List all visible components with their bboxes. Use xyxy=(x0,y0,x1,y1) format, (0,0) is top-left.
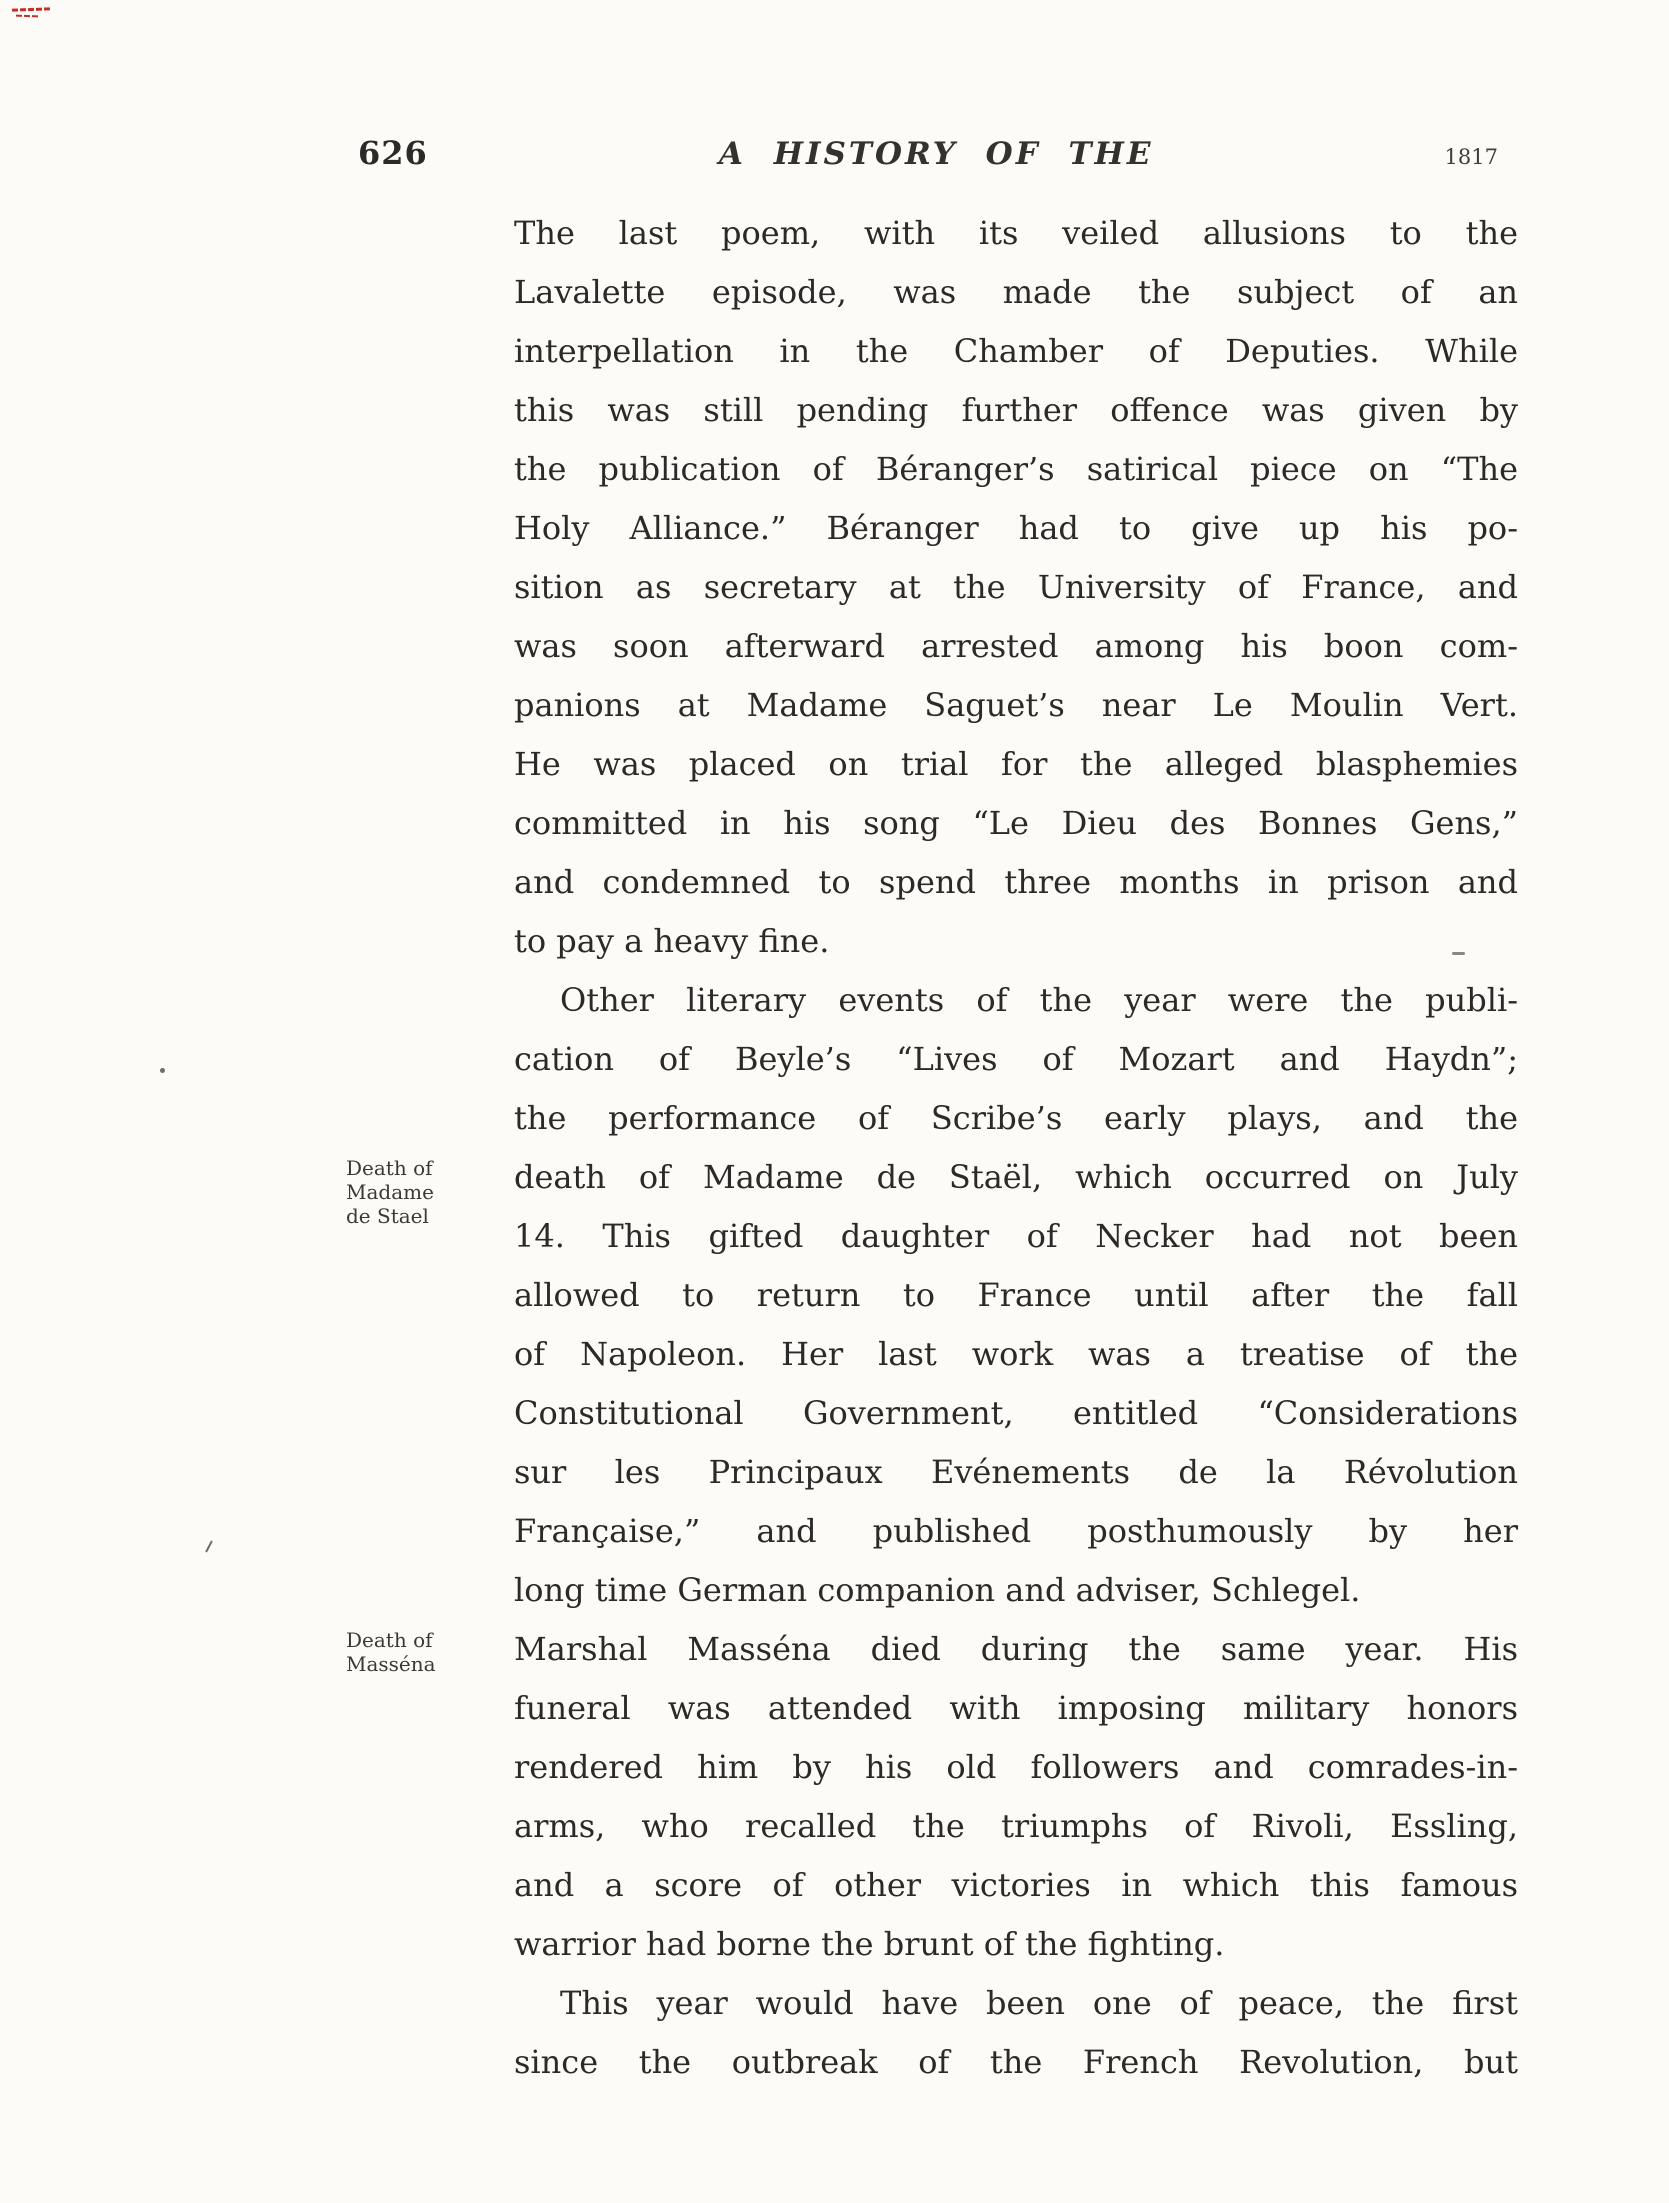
text-line: this was still pending further offence was given by xyxy=(514,391,1518,429)
red-pencil-dash xyxy=(16,15,38,18)
text-line: committed in his song “Le Dieu des Bonnes Gens,” xyxy=(514,804,1518,842)
red-pencil-mark xyxy=(12,6,56,22)
text-line: to pay a heavy fine. xyxy=(514,922,830,960)
text-line: Française,” and published posthumously by her xyxy=(514,1512,1518,1550)
text-line: and a score of other victories in which this famous xyxy=(514,1866,1518,1904)
margin-note-line: Death of xyxy=(346,1156,433,1180)
text-line: sur les Principaux Evénements de la Révolution xyxy=(514,1453,1518,1491)
margin-note-line: Masséna xyxy=(346,1652,436,1676)
text-line: since the outbreak of the French Revolution, but xyxy=(514,2043,1518,2081)
text-line: The last poem, with its veiled allusions to the xyxy=(514,214,1518,252)
text-line: cation of Beyle’s “Lives of Mozart and Haydn”; xyxy=(514,1040,1518,1078)
text-line: long time German companion and adviser, Schlegel. xyxy=(514,1571,1361,1609)
paragraph xyxy=(514,204,1518,971)
text-line: was soon afterward arrested among his boon com- xyxy=(514,627,1518,665)
margin-note-line: Madame xyxy=(346,1180,434,1204)
text-line: 14. This gifted daughter of Necker had not been xyxy=(514,1217,1518,1255)
text-line: rendered him by his old followers and comrades-in- xyxy=(514,1748,1518,1786)
margin-note-line: Death of xyxy=(346,1628,433,1652)
text-column xyxy=(346,204,1518,2092)
page-header xyxy=(358,134,1498,172)
text-line: funeral was attended with imposing military honors xyxy=(514,1689,1518,1727)
page-year: 1817 xyxy=(1444,145,1498,169)
text-line: the publication of Béranger’s satirical piece on “The xyxy=(514,450,1518,488)
text-line: interpellation in the Chamber of Deputies. While xyxy=(514,332,1518,370)
text-line: He was placed on trial for the alleged blasphemies xyxy=(514,745,1518,783)
text-line: Other literary events of the year were the publi- xyxy=(560,981,1518,1019)
text-line: death of Madame de Staël, which occurred on July xyxy=(514,1158,1518,1196)
text-line: panions at Madame Saguet’s near Le Moulin Vert. xyxy=(514,686,1518,724)
page-number: 626 xyxy=(358,134,428,172)
text-line: the performance of Scribe’s early plays, and the xyxy=(514,1099,1518,1137)
text-line: Marshal Masséna died during the same year. His xyxy=(514,1630,1518,1668)
scan-speck xyxy=(205,1540,213,1552)
text-line: This year would have been one of peace, the first xyxy=(560,1984,1518,2022)
text-line: Lavalette episode, was made the subject of an xyxy=(514,273,1518,311)
margin-note xyxy=(346,1156,504,1228)
margin-note xyxy=(346,1628,504,1676)
running-title: A HISTORY OF THE xyxy=(718,136,1154,172)
text-line: sition as secretary at the University of France, and xyxy=(514,568,1518,606)
paragraph xyxy=(346,971,1518,1620)
paragraph xyxy=(514,1974,1518,2092)
text-line: warrior had borne the brunt of the fighting. xyxy=(514,1925,1225,1963)
text-line: of Napoleon. Her last work was a treatise of the xyxy=(514,1335,1518,1373)
margin-note-line: de Stael xyxy=(346,1204,429,1228)
text-line: allowed to return to France until after the fall xyxy=(514,1276,1518,1314)
text-line: Constitutional Government, entitled “Considerations xyxy=(514,1394,1518,1432)
red-pencil-dash xyxy=(12,7,50,11)
scan-speck xyxy=(160,1068,165,1073)
text-line: arms, who recalled the triumphs of Rivoli, Essling, xyxy=(514,1807,1518,1845)
paragraph xyxy=(346,1620,1518,1974)
text-line: Holy Alliance.” Béranger had to give up his po- xyxy=(514,509,1518,547)
text-line: and condemned to spend three months in prison and xyxy=(514,863,1518,901)
